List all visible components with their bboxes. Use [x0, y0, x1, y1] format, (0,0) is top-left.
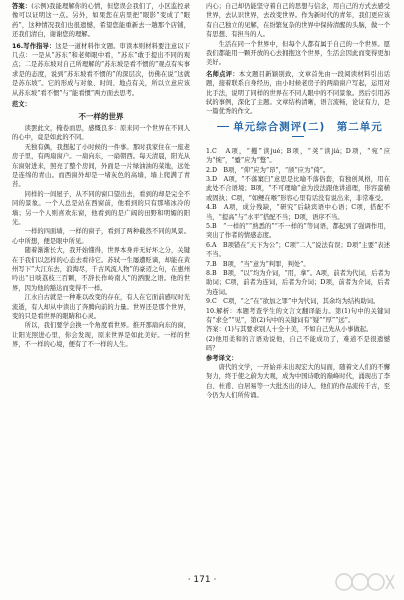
answer-item-9: 9.C C项，“之”在“欲加之罪”中为代词，其余均为结构助词。	[206, 298, 380, 306]
model-essay-label: 范文：	[12, 101, 31, 109]
question-16	[12, 42, 190, 98]
answer-item-6: 6.A B项错在“天下为公”；C项“二人”说法有误；D项“主要”表述不当。	[206, 241, 390, 259]
translation-label: 参考译文：	[206, 354, 238, 362]
essay-paragraph-6: 江水自古就是一种难以改变的存在，有人在它面前感叹时光流逝，有人却从中读出了奔腾向前的力量。世界还是那个世界，变的只是看世界的眼睛和心灵。	[12, 294, 190, 320]
essay-paragraph-7: 所以，我们要学会换一个角度看世界。推开那扇向东的窗，让阳光照进心里，你会发现，原来世界是如此美好。一样的世界，不一样的心境，便有了不一样的人生。	[12, 322, 190, 349]
essay-paragraph-5: 随着渐渐长大，我开始懂得，世界本身并无好坏之分，关键在于我们以怎样的心态去看待它。苏轼一生屡遭贬谪，却能在黄州写下“大江东去，浪淘尽，千古风流人物”的豪迈之句，在惠州吟出“日啖荔枝三百颗，不辞长作岭南人”的洒脱之语。他的世界，因为他的豁达而变得不一样。	[12, 247, 190, 292]
answer-item-5: 5.B “一样的”“熟悉的”“不一样的”等词语，都起到了强调作用，突出了作者的情感态度。	[206, 222, 390, 240]
continued-paragraph: 内心；自己却仍能坚守着自己的思想与信念，用自己的方式去感受世界，去认识世界，去改变世界。作为新时代的青年，我们更应该有自己独立的见解，在纷繁复杂的世界中保持清醒的头脑，做一个有思想、有担当的人。	[206, 3, 390, 39]
answer-item-7: 7.B B项，“当”意为“判罪，判处”。	[206, 260, 310, 268]
teacher-comment-label: 名师点评：	[206, 70, 239, 78]
answer-paragraph	[12, 2, 190, 40]
essay-title: 不一样的世界	[78, 112, 124, 122]
teacher-comment	[206, 70, 390, 117]
closing-paragraph: 生活在同一个世界中，但每个人都有属于自己的一个世界。愿我们都能用一颗开放的心去拥抱这个世界，生活会因此而变得更加美好。	[206, 40, 390, 67]
answer-item-1: 1.C A项，“攫”读jué；B项，“荚”读jiá；D项，“宛”应为“惋”，“蹙”应为“蹩”。	[206, 147, 390, 165]
essay-paragraph-2: 无独有偶，我想起了小时候的一件事。那时我家住在一座老房子里，有两扇窗户。一扇向东，一扇朝西。每天清晨，阳光从东窗射进来，照亮了整个房间，外面是一片绿油油的菜地，远处是连绵的青山。而西窗外却是一堵灰色的高墙，墙上爬满了青苔。	[12, 143, 190, 189]
essay-paragraph-4: 一样的四面墙，一样的窗子，看到了两种截然不同的风景。心中所想，便是眼中所见。	[12, 228, 190, 245]
left-column	[12, 2, 190, 350]
translation-text: 唐代的文学，一开始并未出现宏大的局面，随着文人们的不懈努力，终于使之蔚为大观，成为中国诗歌的巅峰时代，涌现出了李白、杜甫、白居易等一大批杰出的诗人，他们的作品流传千古，至今仍为人们所传诵。	[206, 364, 390, 400]
question-number: 16.	[12, 42, 24, 50]
teacher-comment-text: 本文题目新颖别致，文章首先由一段阅读材料引出话题，接着联系自身经历，由小时候老房子的两扇窗户写起，运用对比手法，说明了同样的世界在不同人眼中的不同景象。然后引用苏轼的事例，深化了主题。文章结构清晰，语言流畅，论证有力，是一篇优秀的作文。	[206, 70, 391, 116]
essay-paragraph-1: 读罢此文，掩卷而思，感慨良多：原来同一个世界在不同人的心中，竟是如此的不同。	[12, 124, 190, 142]
page-number: · 171 ·	[187, 575, 217, 585]
title-rule-right	[292, 136, 304, 137]
answer-item-3: 3.D A项，“不落窠臼”意思是比喻不落俗套，有独创风格，用在此处不合语境；B项，“不可理喻”意为没法跟他讲道理，形容蛮横或固执；C项，“如鲠在喉”形容心里有话没有说出来，非常难受。	[206, 175, 390, 202]
answer-item-4: 4.B A项，成分残缺，“研究”后缺宾语中心语；C项，搭配不当，“提高”与“水平”搭配不当；D项，语序不当。	[206, 204, 390, 221]
answer-item-8: 8.B B项，“以”均为介词，“用，拿”。A项，前者为代词，后者为助词；C项，前者为连词，后者为介词；D项，前者为介词，后者为连词。	[206, 269, 390, 296]
title-rule-left	[217, 126, 229, 127]
answer-item-2: 2.D B项，“仰”应为“昂”，“颀”应为“倚”。	[206, 166, 330, 174]
model-essay-label-line	[12, 100, 190, 109]
right-column	[206, 2, 390, 401]
answer-item-10-b: (2)他用柔和的言语劝说他，自己不能成功了，难道不是很遗憾吗？	[206, 335, 390, 353]
section-title-text: 单元综合测评(二) 第二单元	[233, 120, 383, 133]
writing-guide-text: 这是一道材料作文题。审读本则材料要注意以下几点：一是从“苏东”和老师眼中看，“苏东”敢于提出不同的观点；二是苏东坡对自己所理解的“苏东坡是看不惯的”观点有实事求是的态度，说到“苏东坡看不惯的”的深层次，仿佛在说“这就是苏东坡”。它的形成与对象、时间、地点有关，所以立意应该从苏东坡“看不惯”与“能看惯”两方面去思考。	[12, 42, 191, 97]
answer-text: (示例)我能理解你的心情，但您误会我们了，小区监控录像可以证明这一点。另外，如果您在店里把“眼影”变成了“眼药”，这种情况我们也很遗憾，希望您能重新去一趟那个店铺，还我们清白，谢谢您的理解。	[12, 3, 190, 39]
answer-item-10: 10.解析：本题考查学生的文言文翻译能力。第(1)句中的关键词有“求全”“见”，第(2)句中的关键词有“疑”“厚”“远”。	[206, 307, 390, 324]
answer-item-10-a: 答案：(1)与其要求别人十全十美，不如自己先从小事做起。	[206, 326, 373, 334]
section-title	[206, 120, 390, 142]
essay-paragraph-3: 同样的一间屋子，从不同的窗口望出去，看到的却是完全不同的景象。一个人总是站在西窗前，他看到的只有那堵冰冷的墙；另一个人则喜欢东窗，他看到的是广阔的田野和明媚的阳光。	[12, 190, 190, 226]
watermark-logo-icon	[334, 567, 396, 597]
answer-label: 答案：	[12, 3, 32, 10]
writing-guide-label: 写作指导：	[23, 42, 56, 50]
